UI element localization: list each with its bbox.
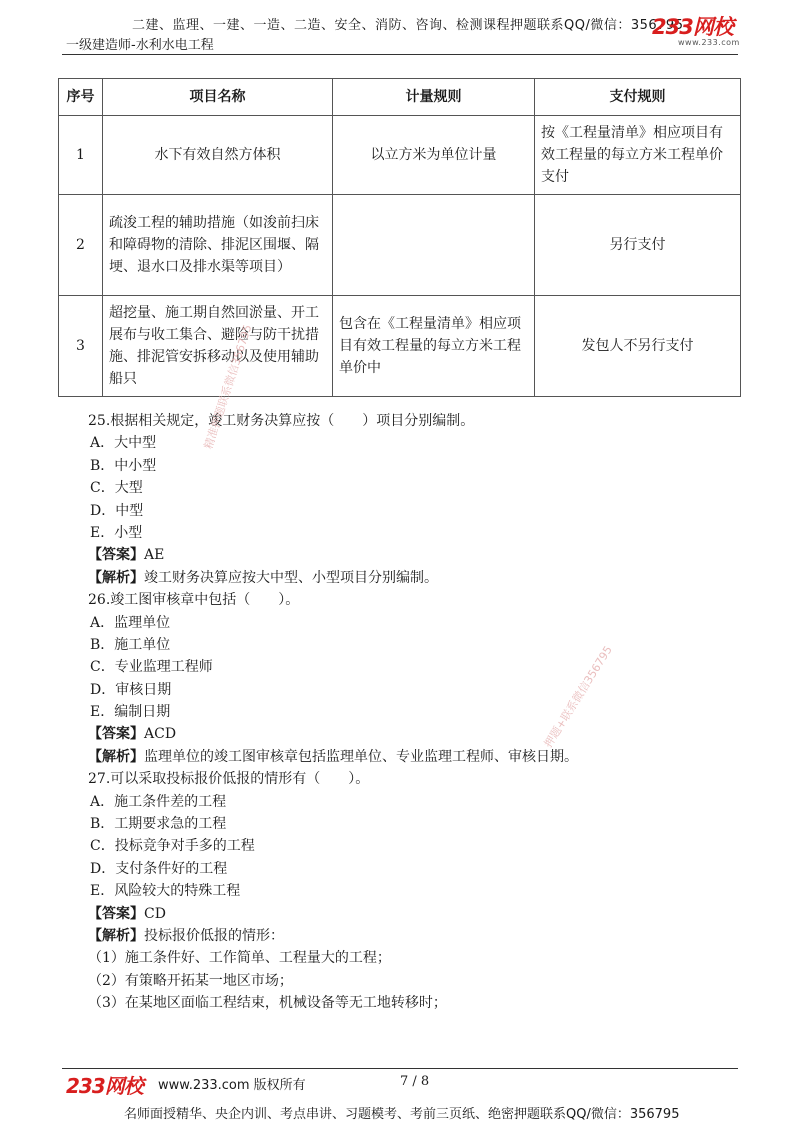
- cell-payment-rule: 另行支付: [535, 195, 741, 296]
- watermark-text: 押题+联系微信356795: [541, 643, 615, 750]
- analysis-text: 投标报价低报的情形：: [144, 927, 284, 944]
- footer-divider: [62, 1068, 738, 1069]
- answer-tag: 【答案】: [88, 905, 144, 922]
- col-header-measure-rule: 计量规则: [333, 79, 535, 116]
- cell-measure-rule: 以立方米为单位计量: [333, 116, 535, 195]
- analysis-tag: 【解析】: [88, 927, 144, 944]
- answer-value: ACD: [144, 726, 177, 743]
- col-header-number: 序号: [59, 79, 103, 116]
- q25-option-c: C．大型: [90, 480, 143, 497]
- q25-option-b: B．中小型: [90, 457, 157, 474]
- table-row: [59, 296, 741, 397]
- cell-measure-rule: 包含在《工程量清单》相应项目有效工程量的每立方米工程单价中: [333, 296, 535, 397]
- q26-option-b: B．施工单位: [90, 636, 171, 653]
- q27-analysis: [88, 925, 748, 947]
- cell-item-name: 超挖量、施工期自然回淤量、开工展布与收工集合、避险与防干扰措施、排泥管安拆移动以及使用辅助船只: [103, 296, 333, 397]
- cell-item-name: 疏浚工程的辅助措施（如浚前扫床和障碍物的清除、排泥区围堰、隔埂、退水口及排水渠等项目）: [103, 195, 333, 296]
- question-25-stem: 25.根据相关规定，竣工财务决算应按（ ）项目分别编制。: [88, 413, 475, 429]
- cell-payment-rule: 发包人不另行支付: [535, 296, 741, 397]
- footer-copyright: www.233.com 版权所有: [158, 1078, 306, 1093]
- answer-tag: 【答案】: [88, 547, 144, 564]
- q27-option-e: E．风险较大的特殊工程: [90, 883, 241, 900]
- q27-point-2: （2）有策略开拓某一地区市场；: [88, 972, 293, 989]
- header-divider: [62, 54, 738, 55]
- footer-contact-line: 名师面授精华、央企内训、考点串讲、习题模考、考前三页纸、绝密押题联系QQ/微信：356795: [124, 1107, 680, 1122]
- col-header-item-name: 项目名称: [103, 79, 333, 116]
- q27-point-3: （3）在某地区面临工程结束，机械设备等无工地转移时；: [88, 995, 447, 1012]
- cell-item-name: 水下有效自然方体积: [103, 116, 333, 195]
- question-26-stem: 26.竣工图审核章中包括（ ）。: [88, 592, 300, 609]
- q25-option-a: A．大中型: [90, 435, 157, 452]
- q25-option-d: D．中型: [90, 502, 144, 519]
- q26-option-d: D．审核日期: [90, 681, 172, 698]
- q26-option-e: E．编制日期: [90, 704, 171, 721]
- q26-answer: [88, 723, 748, 745]
- question-block: [88, 410, 748, 1015]
- q27-point-1: （1）施工条件好、工作简单、工程量大的工程；: [88, 950, 391, 967]
- q27-option-a: A．施工条件差的工程: [90, 793, 227, 810]
- watermark-text: 精准押题联系微信356795: [201, 322, 255, 451]
- table-row: [59, 116, 741, 195]
- analysis-text: 监理单位的竣工图审核章包括监理单位、专业监理工程师、审核日期。: [144, 748, 578, 765]
- q26-analysis: [88, 746, 748, 768]
- answer-value: CD: [144, 905, 166, 922]
- analysis-tag: 【解析】: [88, 748, 144, 765]
- q25-option-e: E．小型: [90, 524, 143, 541]
- cell-payment-rule: 按《工程量清单》相应项目有效工程量的每立方米工程单价支付: [535, 116, 741, 195]
- document-subtitle: 一级建造师-水利水电工程: [66, 38, 214, 53]
- cell-number: 3: [59, 296, 103, 397]
- table-row: [59, 195, 741, 296]
- q26-option-a: A．监理单位: [90, 614, 171, 631]
- q25-answer: [88, 544, 748, 566]
- logo-domain-text: www.233.com: [678, 38, 740, 47]
- page-number: 7 / 8: [400, 1074, 430, 1089]
- cell-number: 1: [59, 116, 103, 195]
- analysis-tag: 【解析】: [88, 569, 144, 586]
- question-27-stem: 27.可以采取投标报价低报的情形有（ ）。: [88, 771, 370, 788]
- measurement-payment-table: [58, 78, 741, 397]
- cell-measure-rule: [333, 195, 535, 296]
- header-contact-line: 二建、监理、一建、一造、二造、安全、消防、咨询、检测课程押题联系QQ/微信：356795: [132, 18, 684, 33]
- brand-logo: [652, 16, 738, 50]
- table-header-row: [59, 79, 741, 116]
- footer-logo: 233网校: [66, 1074, 143, 1098]
- col-header-payment-rule: 支付规则: [535, 79, 741, 116]
- q27-answer: [88, 903, 748, 925]
- logo-brand-text: 233网校: [652, 15, 733, 39]
- q27-option-d: D．支付条件好的工程: [90, 860, 228, 877]
- q27-option-c: C．投标竞争对手多的工程: [90, 838, 255, 855]
- analysis-text: 竣工财务决算应按大中型、小型项目分别编制。: [144, 569, 438, 586]
- q27-option-b: B．工期要求急的工程: [90, 816, 227, 833]
- q25-analysis: [88, 567, 748, 589]
- answer-tag: 【答案】: [88, 726, 144, 743]
- cell-number: 2: [59, 195, 103, 296]
- q26-option-c: C．专业监理工程师: [90, 659, 213, 676]
- answer-value: AE: [144, 547, 165, 564]
